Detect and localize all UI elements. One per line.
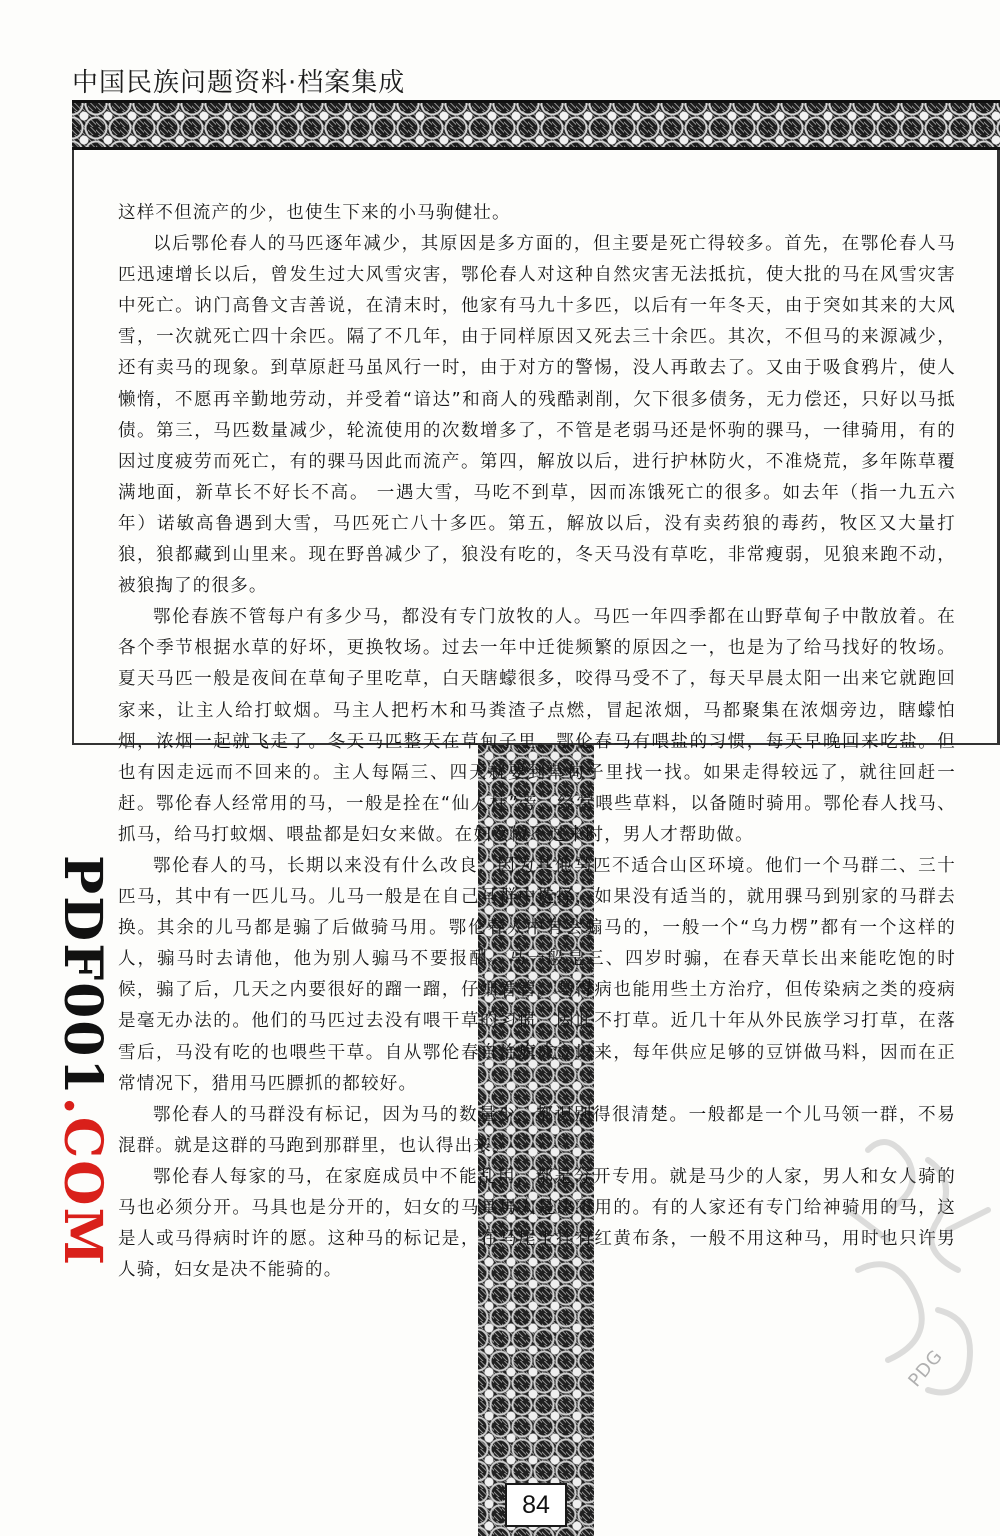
stamp-label: PDG (904, 1345, 948, 1392)
paragraph: 鄂伦春人每家的马，在家庭成员中不能乱用，都是分开专用。就是马少的人家，男人和女人骑的马也必须分开。马具也是分开的，妇女的马具男人是决不用的。有的人家还有专门给神骑用的马，这是人或马得病时许的愿。这种马的标记是，在马尾上拴有红黄布条，一般不用这种马，用时也只许男人骑，妇女是决不能骑的。 (118, 1166, 956, 1281)
page-number: 84 (505, 1483, 567, 1527)
paragraph: 以后鄂伦春人的马匹逐年减少，其原因是多方面的，但主要是死亡得较多。首先，在鄂伦春人马匹迅速增长以后，曾发生过大风雪灾害，鄂伦春人对这种自然灾害无法抵抗，使大批的马在风雪灾害中死亡。讷门高鲁文吉善说，在清末时，他家有马九十多匹，以后有一年冬天，由于突如其来的大风雪，一次就死亡四十余匹。隔了不几年，由于同样原因又死去三十余匹。其次，不但马的来源减少，还有卖马的现象。到草原赶马虽风行一时，由于对方的警惕，没人再敢去了。又由于吸食鸦片，使人懒惰，不愿再辛勤地劳动，并受着“谙达”和商人的残酷剥削，欠下很多债务，无力偿还，只好以马抵债。第三，马匹数量减少，轮流使用的次数增多了，不管是老弱马还是怀驹的骒马，一律骑用，有的因过度疲劳而死亡，有的骒马因此而流产。第四，解放以后，进行护林防火，不准烧荒，多年陈草覆满地面，新草长不好长不高。 一遇大雪，马吃不到草，因而冻饿死亡的很多。如去年（指一九五六年）诺敏高鲁遇到大雪，马匹死亡八十多匹。第五，解放以后，没有卖药狼的毒药，牧区又大量打狼，狼都藏到山里来。现在野兽减少了，狼没有吃的，冬天马没有草吃，非常瘦弱，见狼来跑不动，被狼掏了的很多。 (118, 234, 956, 597)
series-title: 中国民族问题资料·档案集成 (72, 68, 406, 98)
paragraph: 鄂伦春人的马群没有标记，因为马的数量少，都识别得很清楚。一般都是一个儿马领一群，不易混群。就是这群的马跑到那群里，也认得出来。 (118, 1104, 956, 1156)
header-ornament-band (72, 100, 1000, 150)
paragraph: 鄂伦春人的马，长期以来没有什么改良，因为其他马匹不适合山区环境。他们一个马群二、三十匹马，其中有一匹儿马。儿马一般是在自己马群中选择，如果没有适当的，就用骒马到别家的马群去换。其余的儿马都是骟了后做骑马用。鄂伦春人中有会骟马的，一般一个“乌力楞”都有一个这样的人，骟马时去请他，他为别人骟马不要报酬。马一般是三、四岁时骟，在春天草长出来能吃饱的时候，骟了后，几天之内要很好的蹓一蹓，仔细看管。马得病也能用些土方治疗，但传染病之类的疫病是毫无办法的。他们的马匹过去没有喂干草的习惯，因此不打草。近几十年从外民族学习打草，在落雪后，马没有吃的也喂些干草。自从鄂伦春自治旗成立以来，每年供应足够的豆饼做马料，因而在正常情况下，猎用马匹膘抓的都较好。 (118, 855, 956, 1094)
site-watermark (52, 855, 112, 1267)
paragraph: 鄂伦春族不管每户有多少马，都没有专门放牧的人。马匹一年四季都在山野草甸子中散放着。在各个季节根据水草的好坏，更换牧场。过去一年中迁徙频繁的原因之一，也是为了给马找好的牧场。夏天马匹一般是夜间在草甸子里吃草，白天瞎蠓很多，咬得马受不了，每天早晨太阳一出来它就跑回家来，让主人给打蚊烟。马主人把朽木和马粪渣子点燃，冒起浓烟，马都聚集在浓烟旁边，瞎蠓怕烟，浓烟一起就飞走了。冬天马匹整天在草甸子里。鄂伦春马有喂盐的习惯，每天早晚回来吃盐。但也有因走远而不回来的。主人每隔三、四天就要到草甸子里找一找。如果走得较远了，就往回赶一赶。鄂伦春人经常用的马，一般是拴在“仙人柱”旁，经常喂些草料，以备随时骑用。鄂伦春人找马、抓马，给马打蚊烟、喂盐都是妇女来做。在妇女做不过来时，男人才帮助做。 (118, 607, 956, 845)
frame-left-border (72, 150, 74, 744)
watermark-site-name: PDF001 (52, 855, 113, 1097)
watermark-site-suffix: .COM (52, 1096, 113, 1268)
paragraph: 这样不但流产的少，也使生下来的小马驹健壮。 (118, 203, 511, 223)
